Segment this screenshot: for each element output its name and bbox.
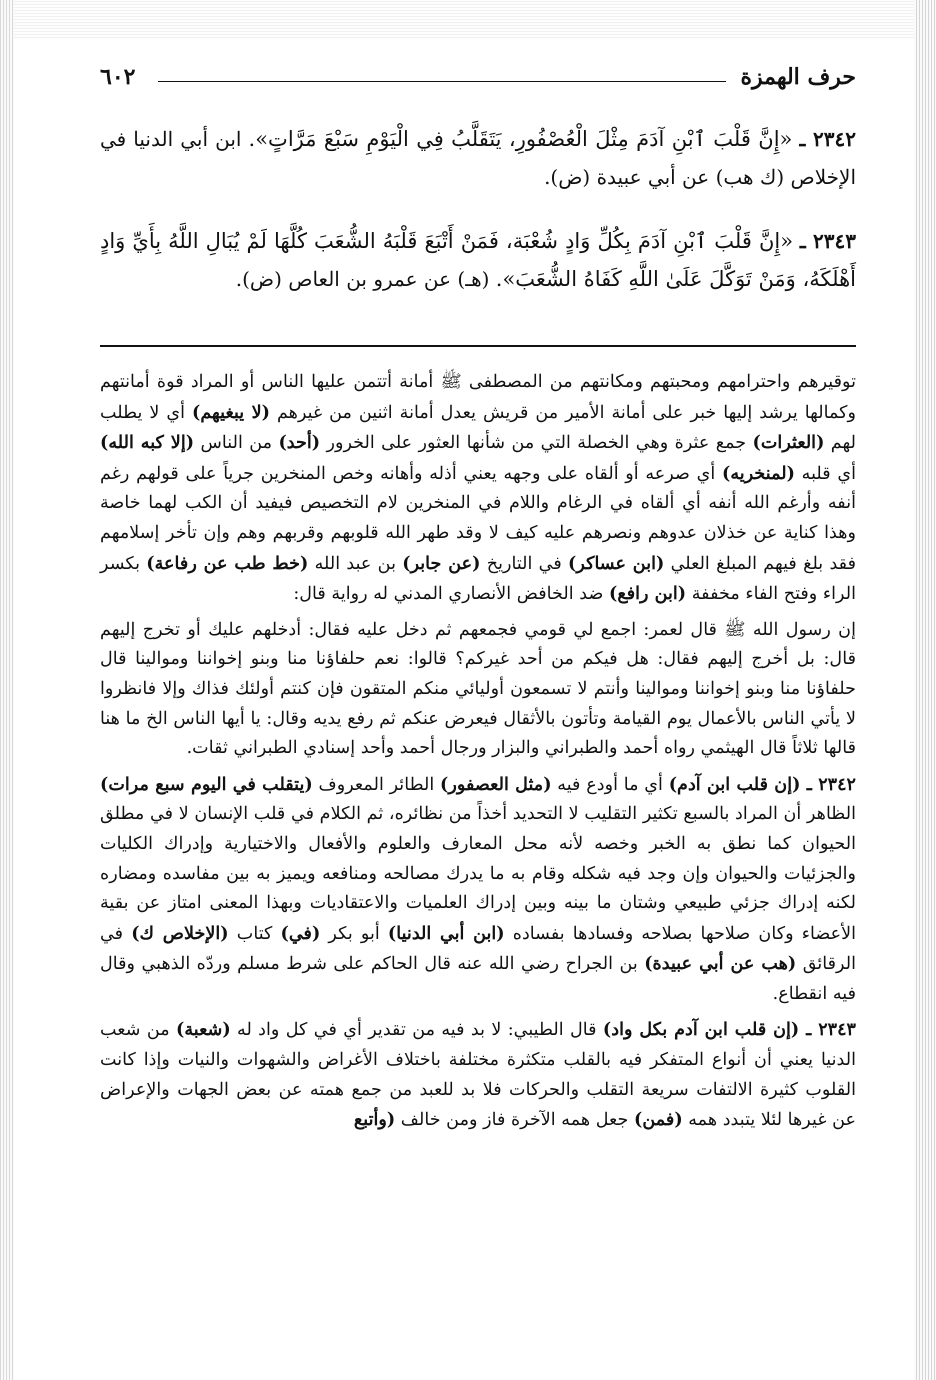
hadith-source: (هـ) عن عمرو بن العاص (ض). <box>235 267 490 291</box>
commentary <box>100 368 856 1142</box>
header-rule <box>158 81 726 82</box>
hadith-2342 <box>100 120 856 196</box>
hadith-number: ٢٣٤٢ ـ <box>799 127 856 151</box>
chapter-title: حرف الهمزة <box>740 64 856 90</box>
hadith-source: ابن أبي الدنيا في الإخلاص (ك هب) عن أبي عبيدة (ض). <box>100 127 856 189</box>
footnote-divider <box>100 345 856 347</box>
commentary-paragraph-2343: ٢٣٤٣ ـ (إن قلب ابن آدم بكل واد) قال الطيبي: لا بد فيه من تقدير أي في كل واد له (شعبة) من شعب الدنيا يعني أن أنواع المتفكر فيه بالقلب متكثرة مختلفة باختلاف الأغراض والشهوات والنيات وإذا كانت القلوب كثيرة الالتفات سريعة التقلب والحركات فلا بد للعبد من جمع همته عن بعض الجهات والإعراض عن غيرها لئلا يتبدد همه (فمن) جعل همه الآخرة فاز ومن خالف (وأتبع <box>100 1019 856 1131</box>
commentary-paragraph: إن رسول الله ﷺ قال لعمر: اجمع لي قومي فجمعهم ثم دخل عليه فقال: أدخلهم عليك أو تخرج إليهم قال: بل أخرج إليهم فقال: هل فيكم من أحد غيركم؟ قالوا: نعم حلفاؤنا منا وبنو إخواننا وموالينا قال حلفاؤنا منا وبنو إخواننا وموالينا وأنتم لا تسمعون أوليائي منكم المتقون فإن كنتم أولئك فذاك وإلا فانظروا لا يأتي الناس بالأعمال يوم القيامة وتأتون بالأثقال فيعرض عنكم ثم رفع يديه وقال: يا أيها الناس الخ ما هنا قالها ثلاثاً قال الهيثمي رواه أحمد والطبراني والبزار ورجال أحمد وأحد إسنادي الطبراني ثقات. <box>100 619 857 759</box>
page-header <box>100 62 856 96</box>
hadith-2343 <box>100 222 856 298</box>
hadith-text: «إِنَّ قَلْبَ ٱبْنِ آدَمَ مِثْلَ الْعُصْفُورِ، يَتَقَلَّبُ فِي الْيَوْمِ سَبْعَ مَرَّاتٍ». <box>248 127 793 151</box>
hadith-number: ٢٣٤٣ ـ <box>799 229 857 253</box>
scan-edge-right <box>914 0 936 1380</box>
scan-edge-top <box>0 0 936 40</box>
commentary-paragraph: توقيرهم واحترامهم ومحبتهم ومكانتهم من المصطفى ﷺ أمانة أتتمن عليها الناس أو المراد قوة أمانتهم وكمالها يرشد إليها خبر على أمانة الأمير من قريش يعدل أمانة اثنين من غيرهم (لا يبغيهم) أي لا يطلب لهم (العثرات) جمع عثرة وهي الخصلة التي من شأنها العثور على الخرور (أحد) من الناس (إلا كبه الله) أي قلبه (لمنخريه) أي صرعه أو ألقاه على وجهه يعني أذله وأهانه وخص المنخرين جرياً على قولهم رغم أنفه وأرغم الله أنفه أي ألقاه في الرغام واللام في المنخرين لام التخصيص فيفيد أن الكب لهما خاصة وهذا كناية عن خذلان عدوهم ونصرهم عليه كيف لا وقد طهر الله قلوبهم وقربهم وهم وإن تأخر إسلامهم فقد بلغ فيهم المبلغ العلي (ابن عساكر) في التاريخ (عن جابر) بن عبد الله (خط طب عن رفاعة) بكسر الراء وفتح الفاء مخففة (ابن رافع) ضد الخافض الأنصاري المدني له رواية قال: <box>100 372 856 605</box>
hadith-text: «إِنَّ قَلْبَ ٱبْنِ آدَمَ بِكُلِّ وَادٍ شُعْبَة، فَمَنْ أَتْبَعَ قَلْبَهُ الشُّعَبَ كُلَّهَا لَمْ يُبَالِ اللَّهُ بِأَيِّ وَادٍ أَهْلَكَهُ، وَمَنْ تَوَكَّلَ عَلَىٰ اللَّهِ كَفَاهُ الشُّعَبَ». <box>100 229 856 291</box>
page-number: ٦٠٢ <box>100 64 136 90</box>
commentary-paragraph-2342: ٢٣٤٢ ـ (إن قلب ابن آدم) أي ما أودع فيه (مثل العصفور) الطائر المعروف (يتقلب في اليوم سبع مرات) الظاهر أن المراد بالسبع تكثير التقليب لا التحديد أخذاً من نظائره، ثم الكلام في قلب الإنسان لا في مطلق الحيوان كما نطق به الخبر وخصه لأنه محل المعارف والعلوم والأفعال والاختيارية وإدراك الكليات والجزئيات والحيوان وإن وجد فيه شكله وقام به ما يدرك مصالحه ومنافعه ويميز به بين مفاسده ومضاره لكنه إدراك جزئي طبيعي وشتان ما بينه وبين إدراك العلميات والاعتقاديات وبهذا المعنى امتاز عن بقية الأعضاء وكان صلاحها بصلاحه وفسادها بفساده (ابن أبي الدنيا) أبو بكر (في) كتاب (الإخلاص ك) في الرقائق (هب عن أبي عبيدة) بن الجراح رضي الله عنه قال الحاكم على شرط مسلم وردّه الذهبي وقال فيه انقطاع. <box>100 773 857 1004</box>
scan-edge-left <box>0 0 14 1380</box>
